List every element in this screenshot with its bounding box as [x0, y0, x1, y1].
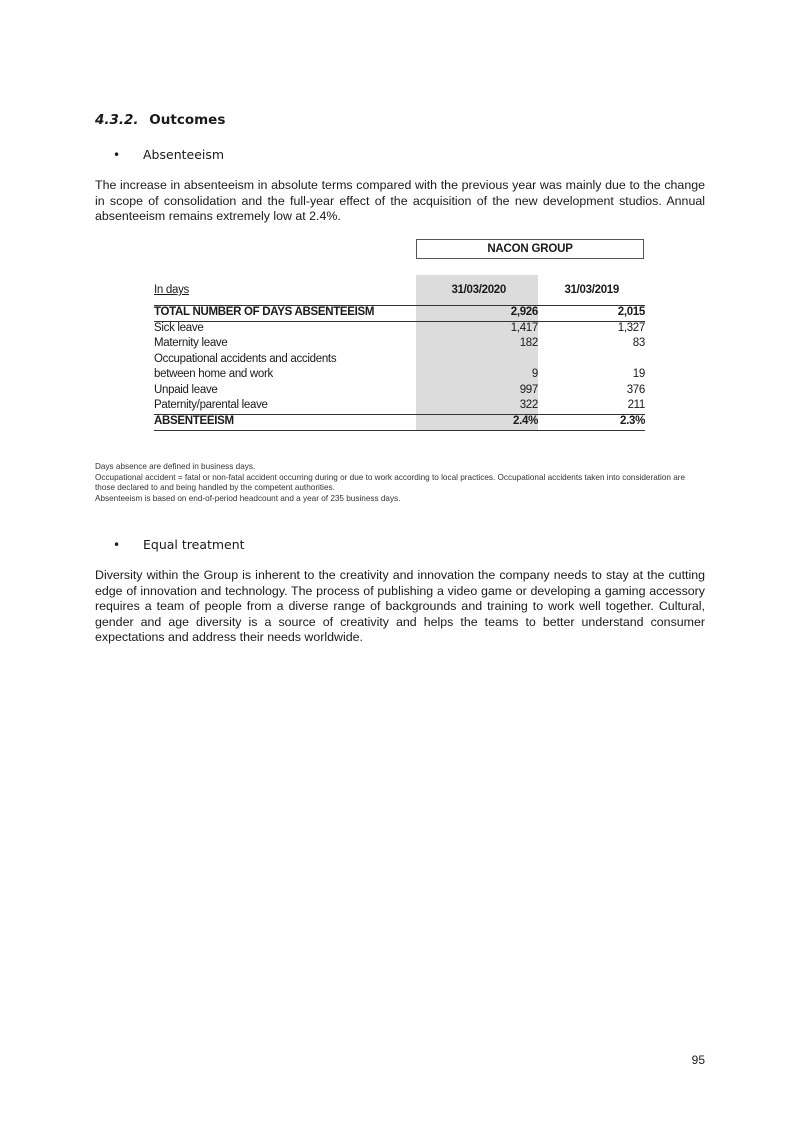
table-unit-label: In days [154, 284, 189, 296]
bullet-label: Equal treatment [143, 537, 245, 552]
table-cell-value: 1,327 [617, 321, 645, 334]
table-cell-value: 2,015 [617, 306, 645, 318]
bullet-absenteeism [113, 147, 224, 162]
table-cell-value: 1,417 [510, 321, 538, 334]
table-cell-label: Unpaid leave [154, 383, 218, 396]
table-cell-value: 9 [531, 368, 538, 380]
table-group-header: NACON GROUP [416, 239, 644, 259]
footnote: Absenteeism is based on end-of-period headcount and a year of 235 business days. [95, 493, 401, 503]
table-cell-value: 2.4% [512, 414, 538, 427]
footnote: Occupational accident = fatal or non-fatal accident occurring during or due to work according to local practices. Occupational accidents taken into consideration are those declared to and being handled by the competent authorities. [95, 472, 686, 492]
table-header-row [154, 284, 645, 304]
table-cell-value: 997 [519, 383, 538, 396]
table-row [154, 322, 645, 338]
footnote: Days absence are defined in business days. [95, 462, 256, 471]
table-col1-header: 31/03/2020 [451, 284, 506, 296]
table-cell-value: 182 [519, 337, 538, 349]
table-row-total [154, 306, 645, 322]
bullet-dot-icon: • [113, 147, 121, 162]
table-col2-header: 31/03/2019 [564, 284, 619, 296]
equal-treatment-paragraph: Diversity within the Group is inherent to the creativity and innovation the company needs to stay at the cutting edge of innovation and technology. The process of publishing a video game or developing a gaming accessory requires a team of people from a diverse range of backgrounds and training to work well together. Cultural, gender and age diversity is a source of creativity and helps the teams to better understand consumer expectations and address their needs worldwide. [95, 568, 705, 644]
table-cell-label: between home and work [154, 368, 273, 380]
section-title: Outcomes [149, 112, 226, 128]
table-cell-label: TOTAL NUMBER OF DAYS ABSENTEEISM [154, 306, 375, 318]
table-cell-label: ABSENTEEISM [154, 414, 234, 427]
table-cell-value: 2.3% [619, 414, 645, 427]
table-cell-value: 211 [627, 399, 645, 411]
table-cell-value: 376 [626, 383, 645, 396]
table-row [154, 337, 645, 353]
bullet-label: Absenteeism [143, 147, 225, 162]
table-cell-label: Maternity leave [154, 337, 228, 349]
table-cell-label: Paternity/parental leave [154, 399, 268, 411]
section-heading [95, 112, 225, 128]
table-cell-value: 2,926 [510, 306, 538, 318]
bullet-equal-treatment [113, 537, 245, 552]
table-row [154, 353, 645, 369]
table-cell-label: Sick leave [154, 321, 204, 334]
table-cell-value: 83 [632, 337, 645, 349]
section-number: 4.3.2. [95, 112, 139, 128]
table-divider [154, 414, 645, 415]
table-row [154, 368, 645, 384]
table-body [154, 306, 645, 430]
table-divider [154, 430, 645, 431]
table-cell-label: Occupational accidents and accidents [154, 352, 337, 365]
page-number: 95 [691, 1053, 705, 1067]
table-row-rate [154, 415, 645, 431]
bullet-dot-icon: • [113, 537, 121, 552]
absenteeism-paragraph: The increase in absenteeism in absolute terms compared with the previous year was mainly due to the change in scope of consolidation and the full-year effect of the acquisition of the new development studios. Annual absenteeism remains extremely low at 2.4%. [95, 178, 705, 223]
footnotes [95, 462, 707, 504]
table-row [154, 384, 645, 400]
table-row [154, 399, 645, 415]
table-cell-value: 19 [632, 368, 645, 380]
table-cell-value: 322 [519, 399, 538, 411]
table-divider [154, 321, 645, 322]
